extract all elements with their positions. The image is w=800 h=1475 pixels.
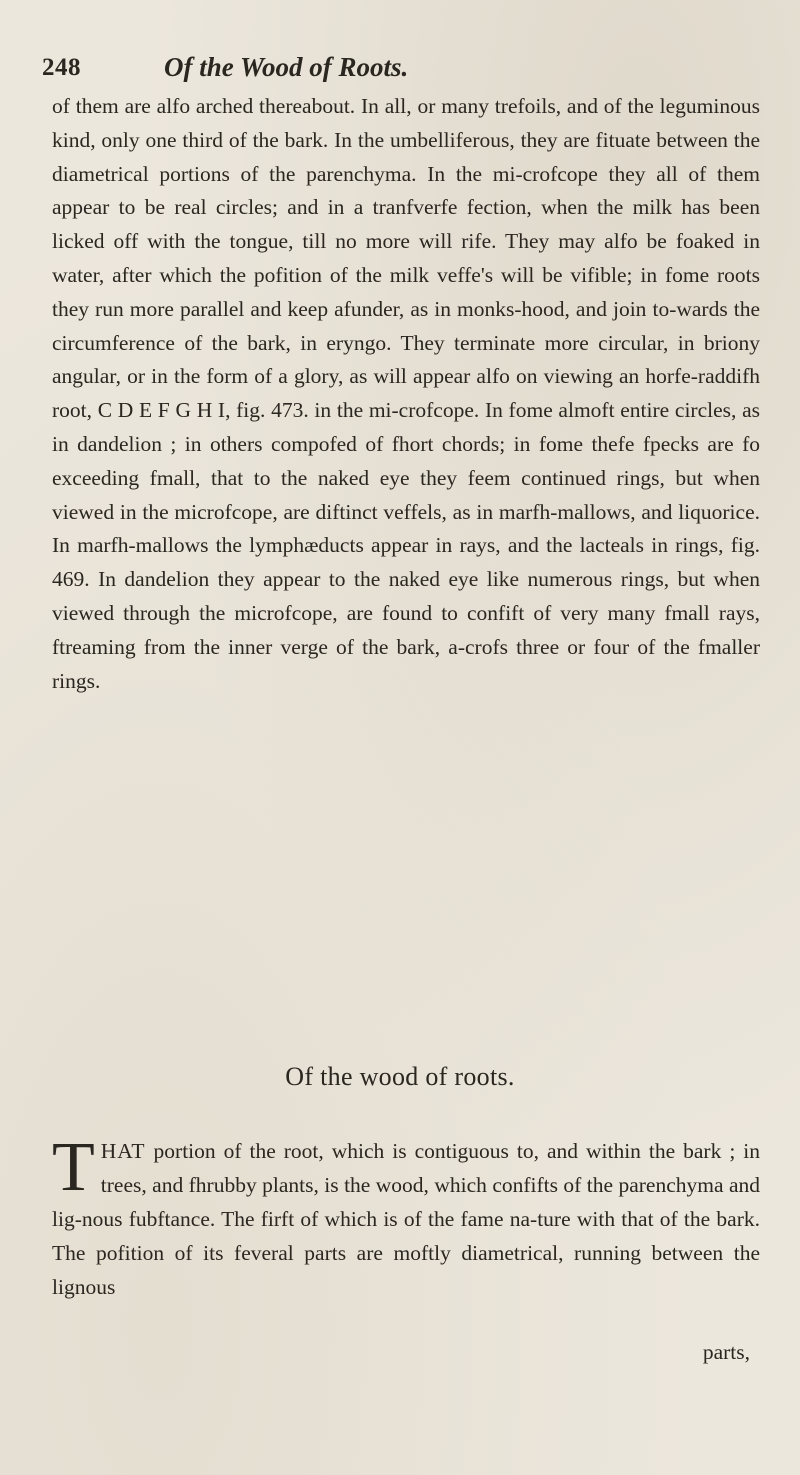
running-head xyxy=(42,50,742,86)
lead-word: HAT xyxy=(100,1139,146,1163)
page-number: 248 xyxy=(42,54,81,81)
running-title: Of the Wood of Roots. xyxy=(164,52,409,82)
body-text xyxy=(52,90,760,698)
drop-cap: T xyxy=(52,1129,95,1206)
paragraph: of them are alfo arched thereabout. In all, or many trefoils, and of the leguminous kind, only one third of the bark. In the umbelliferous, they are fituate between the diametrical portions of the parenchyma. In the mi-crofcope they all of them appear to be real circles; and in a tranfverfe fection, when the milk has been licked off with the tongue, till no more will rife. They may alfo be foaked in water, after which the pofition of the milk veffe's will be vifible; in fome roots they run more parallel and keep afunder, as in monks-hood, and join to-wards the circumference of the bark, in eryngo. They terminate more circular, in briony angular, or in the form of a glory, as will appear alfo on viewing an horfe-raddifh root, C D E F G H I, fig. 473. in the mi-crofcope. In fome almoft entire circles, as in dandelion ; in others compofed of fhort chords; in fome thefe fpecks are fo exceeding fmall, that to the naked eye they feem continued rings, but when viewed in the microfcope, are diftinct veffels, as in marfh-mallows, and liquorice. In marfh-mallows the lymphæducts appear in rays, and the lacteals in rings, fig. 469. In dandelion they appear to the naked eye like numerous rings, but when viewed through the microfcope, are found to confift of very many fmall rays, ftreaming from the inner verge of the bark, a-crofs three or four of the fmaller rings. xyxy=(52,94,760,693)
section-text xyxy=(52,1129,760,1304)
catchword: parts, xyxy=(702,1340,750,1364)
section-paragraph: portion of the root, which is contiguous to, and within the bark ; in trees, and fhrubby plants, is the wood, which confifts of the parenchyma and lig-nous fubftance. The firft of which is of the fame na-ture with that of the bark. The pofition of its feveral parts are moftly diametrical, running between the lignous xyxy=(52,1139,760,1299)
section-heading: Of the wood of roots. xyxy=(285,1062,515,1091)
